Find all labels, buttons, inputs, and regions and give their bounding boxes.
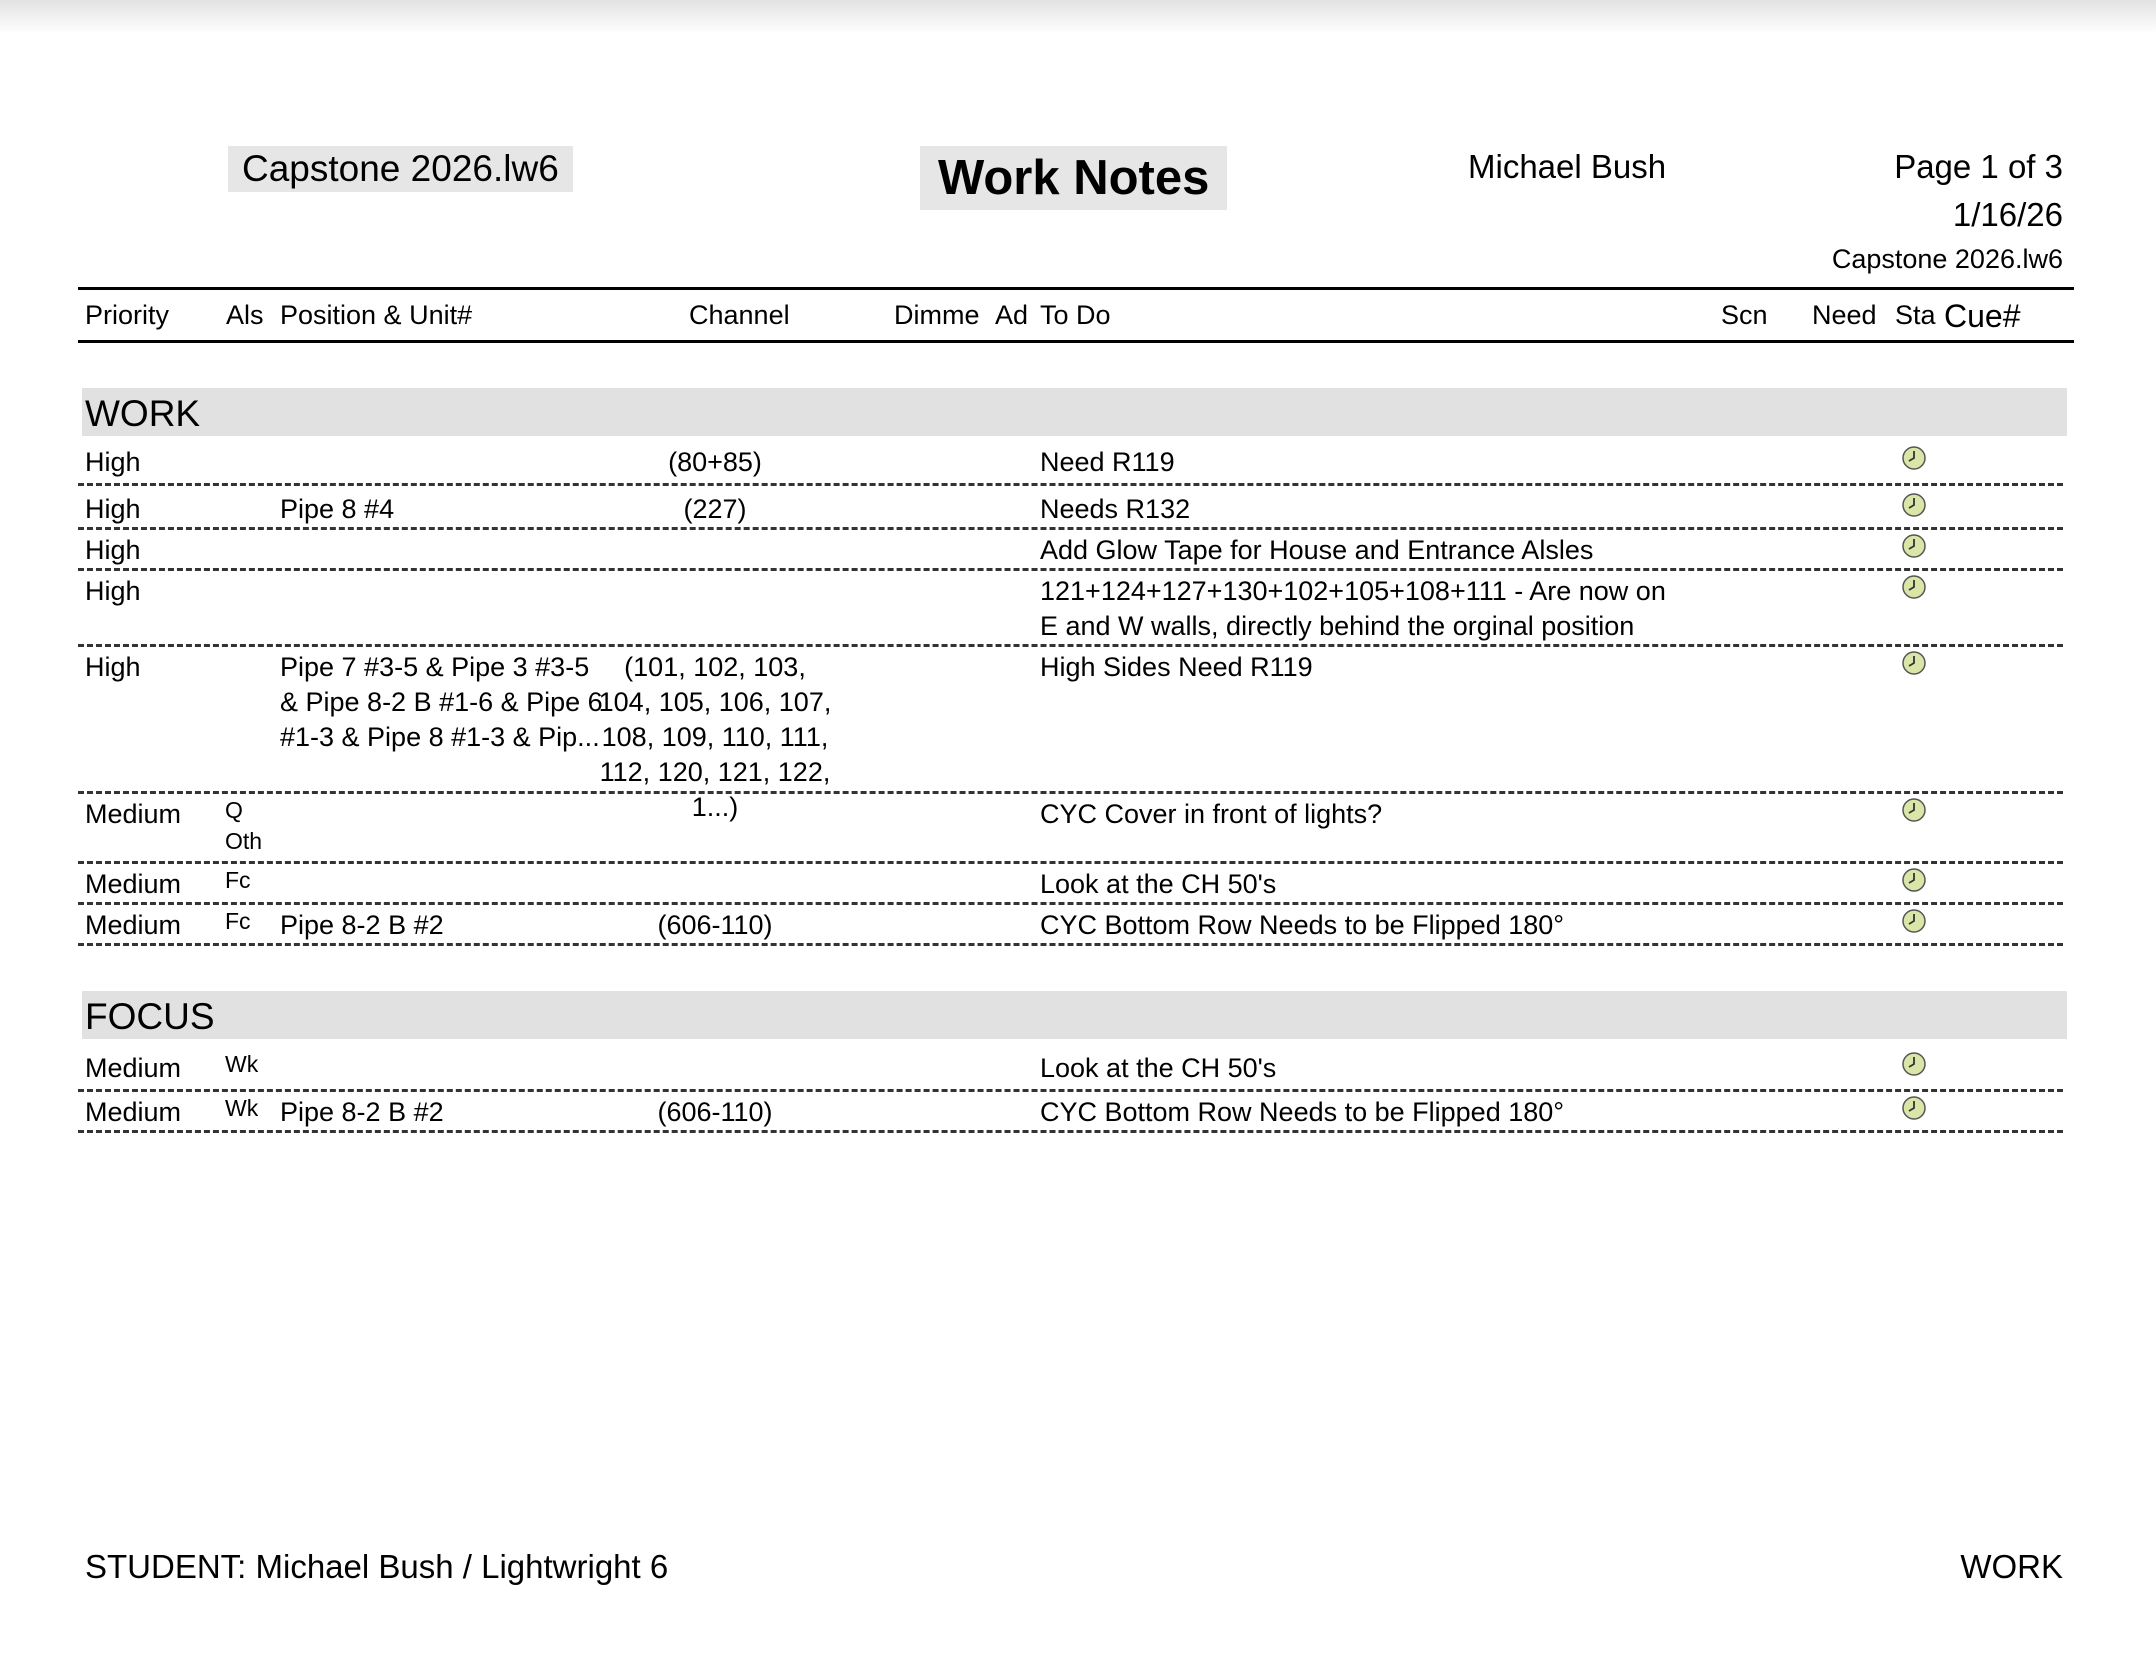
clock-icon [1901,650,1927,676]
col-scn: Scn [1721,300,1768,330]
row-als: Wk [225,1051,259,1077]
table-row[interactable] [78,791,2063,864]
row-priority: High [85,576,141,606]
row-todo: Need R119 [1040,447,1175,477]
clock-icon [1901,1051,1927,1077]
clock-icon [1901,797,1927,823]
column-header-bar [78,287,2074,343]
row-priority: High [85,494,141,524]
row-priority: High [85,652,141,682]
header-file-label: Capstone 2026.lw6 [228,146,573,192]
row-todo: CYC Bottom Row Needs to be Flipped 180° [1040,910,1565,940]
row-todo: 121+124+127+130+102+105+108+111 - Are now on E and W walls, directly behind the orginal position [1040,576,1666,641]
table-row[interactable] [78,902,2063,946]
row-todo: Needs R132 [1040,494,1191,524]
row-todo: Look at the CH 50's [1040,869,1277,899]
row-position: Pipe 8-2 B #2 [280,1097,444,1127]
row-als: Q Oth [225,797,263,854]
clock-icon [1901,533,1927,559]
header-page-number: Page 1 of 3 [1894,148,2063,185]
row-channel: (80+85) [668,447,762,477]
table-row[interactable] [78,1089,2063,1133]
row-channel: (227) [683,494,747,524]
col-als: Als [226,300,264,330]
row-channel: (101, 102, 103, 104, 105, 106, 107, 108, 109, 110, 111, 112, 120, 121, 122, 1...) [598,652,832,822]
header-file-label-small: Capstone 2026.lw6 [1831,244,2063,274]
row-priority: Medium [85,910,182,940]
section-title: FOCUS [85,996,215,1037]
footer-student-label: STUDENT: Michael Bush / Lightwright 6 [85,1548,669,1585]
row-channel: (606-110) [657,910,773,940]
clock-icon [1901,574,1927,600]
row-channel: (606-110) [657,1097,773,1127]
row-priority: Medium [85,799,182,829]
col-sta: Sta [1895,300,1936,330]
window-top-shadow [0,0,2156,34]
row-todo: Look at the CH 50's [1040,1053,1277,1083]
table-row[interactable] [78,439,2063,486]
row-position: Pipe 7 #3-5 & Pipe 3 #3-5 & Pipe 8-2 B #1-6 & Pipe 6 #1-3 & Pipe 8 #1-3 & Pip... [280,652,603,752]
col-ad: Ad [995,300,1029,330]
row-position: Pipe 8 #4 [280,494,395,524]
clock-icon [1901,445,1927,471]
table-row[interactable] [78,1045,2063,1092]
col-need: Need [1812,300,1877,330]
col-todo: To Do [1040,300,1111,330]
header-date: 1/16/26 [1952,196,2063,233]
section-header-work [82,388,2067,436]
table-row[interactable] [78,486,2063,530]
section-header-focus [82,991,2067,1039]
clock-icon [1901,492,1927,518]
footer-report-type: WORK [1960,1548,2063,1585]
clock-icon [1901,867,1927,893]
row-priority: Medium [85,1097,182,1127]
row-todo: CYC Cover in front of lights? [1040,799,1383,829]
clock-icon [1901,908,1927,934]
header-user: Michael Bush [1468,148,1667,185]
row-priority: High [85,535,141,565]
row-als: Wk [225,1095,259,1121]
page-title: Work Notes [920,146,1227,210]
row-als: Fc [225,867,251,893]
row-priority: High [85,447,141,477]
row-position: Pipe 8-2 B #2 [280,910,444,940]
row-priority: Medium [85,1053,182,1083]
row-todo: Add Glow Tape for House and Entrance Alsles [1040,535,1594,565]
row-todo: CYC Bottom Row Needs to be Flipped 180° [1040,1097,1565,1127]
col-position: Position & Unit# [280,300,473,330]
table-row[interactable] [78,568,2063,647]
col-cue: Cue# [1944,298,2021,334]
section-title: WORK [85,393,201,434]
row-priority: Medium [85,869,182,899]
clock-icon [1901,1095,1927,1121]
row-als: Fc [225,908,251,934]
row-todo: High Sides Need R119 [1040,652,1313,682]
table-row[interactable] [78,527,2063,571]
col-dimmer: Dimme [894,300,980,330]
table-row[interactable] [78,861,2063,905]
col-priority: Priority [85,300,170,330]
col-channel: Channel [689,300,790,330]
